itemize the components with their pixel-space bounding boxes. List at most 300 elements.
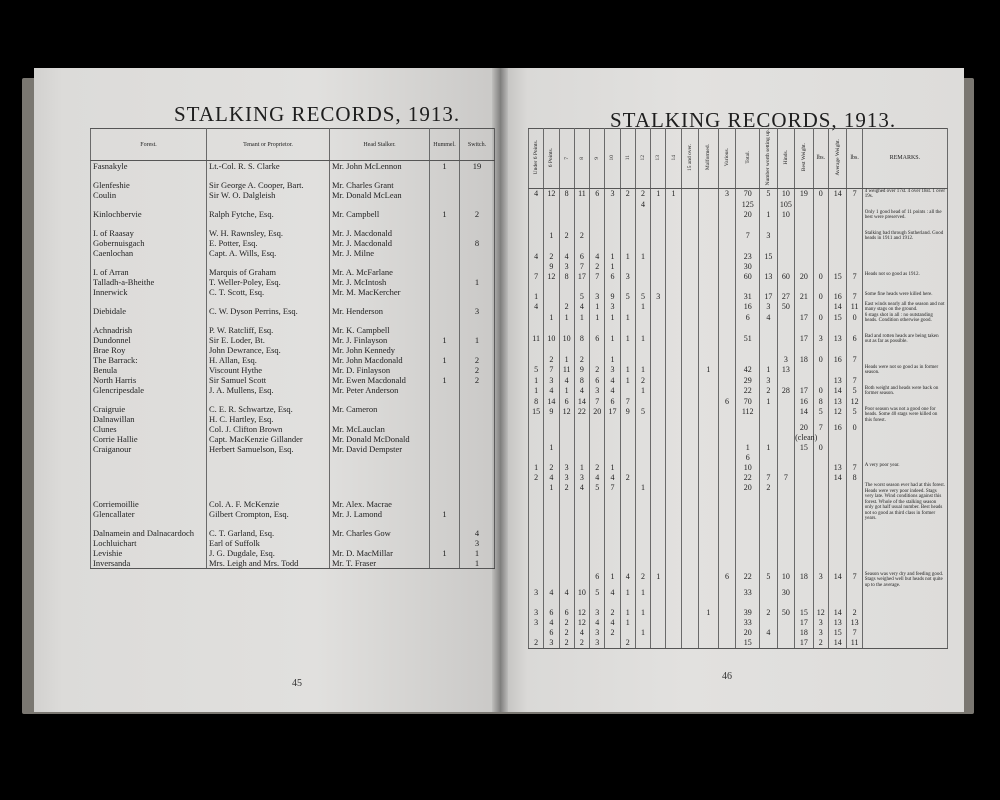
cell-value: 28	[777, 386, 794, 397]
cell-forest	[91, 490, 207, 499]
cell-tenant: Ralph Fytche, Esq.	[207, 209, 330, 219]
cell-forest	[91, 316, 207, 325]
column-header	[529, 129, 544, 189]
cell-value	[620, 598, 635, 608]
cell-value	[813, 473, 828, 483]
cell-value	[635, 443, 650, 453]
cell-switch: 1	[460, 277, 495, 287]
cell-value: 30	[777, 588, 794, 598]
cell-value	[651, 443, 666, 453]
cell-value: 9	[544, 262, 559, 272]
cell-remarks	[862, 324, 947, 334]
cell-forest	[91, 463, 207, 472]
cell-value	[718, 386, 735, 397]
cell-value	[681, 423, 698, 433]
cell-hummel	[430, 316, 460, 325]
cell-value	[681, 252, 698, 262]
cell-value: 1	[666, 188, 681, 200]
cell-value	[736, 433, 760, 443]
cell-value: 16	[828, 292, 847, 302]
cell-value: 2	[574, 231, 589, 242]
cell-value	[813, 252, 828, 262]
cell-forest: Fasnakyle	[91, 161, 207, 172]
cell-value: 10	[736, 463, 760, 473]
cell-value	[813, 365, 828, 376]
cell-remarks	[862, 522, 947, 532]
cell-value	[699, 221, 719, 231]
cell-switch	[460, 481, 495, 490]
cell-value	[828, 252, 847, 262]
cell-value	[666, 463, 681, 473]
cell-value	[718, 638, 735, 649]
column-header	[828, 129, 847, 189]
cell-value	[651, 272, 666, 282]
cell-switch	[460, 454, 495, 463]
cell-remarks	[862, 532, 947, 542]
cell-value: 13	[828, 376, 847, 386]
cell-value	[813, 453, 828, 463]
cell-value: 4	[605, 473, 620, 483]
cell-value: 2	[813, 638, 828, 649]
cell-value: 13	[828, 397, 847, 407]
cell-switch: 3	[460, 306, 495, 316]
cell-value: 9	[605, 292, 620, 302]
cell-value	[681, 386, 698, 397]
cell-value: 1	[635, 386, 650, 397]
cell-value	[828, 552, 847, 562]
cell-value: 8	[559, 272, 574, 282]
cell-remarks: Poor season was not a good one for heads. Some 40 stags were killed on this forest.	[862, 407, 947, 424]
table-row	[91, 209, 495, 219]
cell-tenant: Sir W. O. Dalgleish	[207, 190, 330, 200]
cell-value	[529, 210, 544, 221]
cell-value	[666, 302, 681, 313]
cell-remarks: Heads not so good as 1912.	[862, 272, 947, 282]
cell-value	[651, 252, 666, 262]
cell-hummel	[430, 481, 460, 490]
cell-tenant: Lt.-Col. R. S. Clarke	[207, 161, 330, 172]
cell-hummel	[430, 238, 460, 248]
cell-value	[666, 345, 681, 355]
cell-value: 1	[635, 588, 650, 598]
cell-stalker: Mr. D. Finlayson	[330, 365, 430, 375]
cell-value: 1	[760, 210, 777, 221]
cell-tenant: Sir Samuel Scott	[207, 375, 330, 385]
cell-value	[736, 221, 760, 231]
cell-value	[666, 483, 681, 522]
cell-value	[777, 433, 794, 443]
cell-remarks: A very poor year.	[862, 463, 947, 473]
cell-value: 7	[529, 272, 544, 282]
cell-value: 3	[813, 572, 828, 589]
cell-value	[666, 572, 681, 589]
table-row	[529, 552, 948, 562]
cell-value	[760, 598, 777, 608]
cell-value: 6	[559, 397, 574, 407]
cell-value	[699, 200, 719, 210]
table-row	[91, 395, 495, 404]
cell-value: 1	[635, 483, 650, 522]
cell-value	[605, 542, 620, 552]
cell-value	[666, 376, 681, 386]
cell-value	[718, 242, 735, 252]
cell-value	[828, 262, 847, 272]
cell-switch	[460, 228, 495, 238]
column-header	[590, 129, 605, 189]
cell-forest: I. of Arran	[91, 267, 207, 277]
cell-value	[699, 210, 719, 221]
cell-value	[813, 221, 828, 231]
cell-value	[681, 210, 698, 221]
cell-value: 3	[574, 473, 589, 483]
column-header-label: 8	[578, 156, 585, 160]
cell-forest	[91, 171, 207, 180]
cell-value	[559, 292, 574, 302]
cell-value	[590, 345, 605, 355]
cell-value: 7	[847, 272, 862, 282]
cell-value	[544, 282, 559, 292]
cell-value: 3	[590, 638, 605, 649]
cell-switch	[460, 345, 495, 355]
cell-value: 4	[559, 252, 574, 262]
cell-value: 2	[529, 473, 544, 483]
cell-tenant	[207, 490, 330, 499]
cell-value	[681, 365, 698, 376]
cell-value: 22	[736, 473, 760, 483]
cell-value	[544, 200, 559, 210]
cell-value: 15	[795, 608, 814, 618]
cell-value: 16	[795, 397, 814, 407]
cell-value: 11	[847, 302, 862, 313]
cell-value	[651, 324, 666, 334]
cell-value: 12	[544, 272, 559, 282]
cell-value: 12	[574, 608, 589, 618]
cell-forest: Brae Roy	[91, 345, 207, 355]
cell-value	[666, 355, 681, 365]
cell-value	[666, 453, 681, 463]
cell-value	[635, 282, 650, 292]
cell-value: 22	[736, 386, 760, 397]
cell-value	[699, 407, 719, 424]
cell-value: 12	[828, 407, 847, 424]
cell-remarks	[862, 552, 947, 562]
table-row	[529, 200, 948, 210]
cell-value	[559, 210, 574, 221]
cell-switch	[460, 180, 495, 190]
cell-value	[651, 313, 666, 324]
cell-value: 125	[736, 200, 760, 210]
cell-value	[605, 423, 620, 433]
cell-value	[828, 542, 847, 552]
cell-value	[590, 231, 605, 242]
cell-value	[635, 397, 650, 407]
cell-value: 3	[718, 188, 735, 200]
table-row	[91, 180, 495, 190]
cell-value	[544, 562, 559, 572]
cell-value	[847, 443, 862, 453]
cell-stalker: Mr. K. Campbell	[330, 325, 430, 335]
cell-value: 7	[847, 188, 862, 200]
cell-value	[699, 572, 719, 589]
cell-hummel	[430, 519, 460, 528]
cell-value	[681, 473, 698, 483]
cell-value	[795, 588, 814, 598]
column-header	[760, 129, 777, 189]
cell-value: 8	[574, 334, 589, 345]
cell-value	[777, 618, 794, 628]
cell-value	[795, 252, 814, 262]
cell-hummel	[430, 219, 460, 228]
cell-value	[813, 522, 828, 532]
cell-value	[666, 282, 681, 292]
cell-forest: I. of Raasay	[91, 228, 207, 238]
table-row	[529, 386, 948, 397]
cell-value	[777, 334, 794, 345]
cell-remarks	[862, 221, 947, 231]
cell-value	[795, 231, 814, 242]
cell-value: 6	[590, 376, 605, 386]
column-header-label: 7	[563, 156, 570, 160]
page-number: 46	[722, 671, 732, 682]
table-row	[91, 558, 495, 569]
column-header	[559, 129, 574, 189]
table-row	[91, 335, 495, 345]
cell-forest: Dundonnel	[91, 335, 207, 345]
cell-remarks	[862, 598, 947, 608]
cell-value	[847, 200, 862, 210]
cell-value	[651, 483, 666, 522]
cell-tenant: Viscount Hythe	[207, 365, 330, 375]
cell-value	[760, 242, 777, 252]
cell-remarks	[862, 638, 947, 649]
cell-value	[620, 562, 635, 572]
cell-value	[718, 608, 735, 618]
table-row	[529, 272, 948, 282]
cell-value	[718, 200, 735, 210]
cell-value: 7	[847, 463, 862, 473]
cell-stalker: Mr. Henderson	[330, 306, 430, 316]
cell-value	[813, 282, 828, 292]
cell-value	[795, 542, 814, 552]
cell-value: 2	[760, 608, 777, 618]
cell-remarks: Bad and rotten heads are being taken out as far as possible.	[862, 334, 947, 345]
cell-hummel	[430, 248, 460, 258]
cell-switch: 1	[460, 548, 495, 558]
cell-value: 6	[847, 334, 862, 345]
cell-value	[847, 598, 862, 608]
cell-value	[620, 210, 635, 221]
cell-value: 2	[605, 628, 620, 638]
page-title: STALKING RECORDS, 1913.	[174, 102, 461, 126]
cell-value	[559, 453, 574, 463]
cell-hummel: 1	[430, 161, 460, 172]
cell-value	[760, 588, 777, 598]
cell-hummel	[430, 434, 460, 444]
cell-hummel	[430, 325, 460, 335]
table-row	[529, 407, 948, 424]
cell-value	[666, 598, 681, 608]
cell-value	[718, 552, 735, 562]
cell-tenant: E. Potter, Esq.	[207, 238, 330, 248]
cell-stalker: Mr. A. McFarlane	[330, 267, 430, 277]
cell-value: 3	[651, 292, 666, 302]
cell-value	[529, 231, 544, 242]
cell-value: 1	[651, 572, 666, 589]
cell-value	[590, 282, 605, 292]
cell-switch	[460, 404, 495, 414]
cell-value	[666, 334, 681, 345]
cell-stalker	[330, 297, 430, 306]
cell-stalker	[330, 538, 430, 548]
cell-value: 20	[736, 210, 760, 221]
cell-stalker	[330, 454, 430, 463]
cell-value	[847, 231, 862, 242]
cell-value	[828, 532, 847, 542]
cell-value: 10	[559, 334, 574, 345]
column-header-label: 11	[624, 154, 631, 160]
column-header-label: Total.	[744, 150, 751, 164]
cell-value: 1	[651, 188, 666, 200]
cell-forest: Dalnawillan	[91, 414, 207, 424]
cell-value	[681, 598, 698, 608]
cell-value: 4	[760, 313, 777, 324]
cell-hummel	[430, 306, 460, 316]
cell-tenant: H. C. Hartley, Esq.	[207, 414, 330, 424]
cell-value	[828, 221, 847, 231]
cell-value	[699, 376, 719, 386]
cell-value: 3	[760, 302, 777, 313]
cell-value	[544, 324, 559, 334]
cell-value: 1	[620, 252, 635, 262]
cell-switch	[460, 395, 495, 404]
cell-value: 2	[559, 302, 574, 313]
cell-value: 1	[635, 365, 650, 376]
table-row	[529, 188, 948, 200]
table-row	[529, 376, 948, 386]
cell-value	[620, 324, 635, 334]
cell-value	[635, 262, 650, 272]
cell-value: 3	[529, 618, 544, 628]
column-header	[620, 129, 635, 189]
cell-forest	[91, 481, 207, 490]
column-header: Head Stalker.	[330, 129, 430, 161]
cell-value	[736, 282, 760, 292]
cell-value: 4	[544, 588, 559, 598]
cell-value	[813, 552, 828, 562]
cell-value: 20	[736, 483, 760, 522]
cell-value: 1	[605, 313, 620, 324]
table-row	[91, 345, 495, 355]
open-book	[22, 68, 974, 718]
cell-value: 5	[635, 407, 650, 424]
cell-value: 2	[559, 628, 574, 638]
cell-value: 7	[605, 483, 620, 522]
table-row	[91, 463, 495, 472]
cell-value: 1	[620, 365, 635, 376]
cell-value: 7	[590, 272, 605, 282]
cell-value: 14	[828, 188, 847, 200]
cell-value	[666, 221, 681, 231]
left-page	[34, 68, 504, 712]
table-row	[529, 598, 948, 608]
cell-value: 9	[544, 407, 559, 424]
cell-value: 1	[559, 386, 574, 397]
cell-value	[590, 598, 605, 608]
weight-unit: lbs.	[816, 155, 826, 162]
cell-remarks	[862, 542, 947, 552]
cell-value	[777, 542, 794, 552]
cell-value: 1	[620, 376, 635, 386]
cell-value	[666, 272, 681, 282]
cell-value: 0	[813, 188, 828, 200]
cell-value	[666, 292, 681, 302]
cell-value: 6	[574, 252, 589, 262]
cell-value	[529, 423, 544, 433]
cell-value	[681, 345, 698, 355]
cell-value	[666, 473, 681, 483]
cell-value	[718, 282, 735, 292]
cell-value	[777, 407, 794, 424]
cell-value: 1	[635, 252, 650, 262]
cell-value	[760, 282, 777, 292]
cell-value	[795, 522, 814, 532]
cell-value	[718, 221, 735, 231]
cell-value	[828, 443, 847, 453]
cell-stalker: Mr. J. Milne	[330, 248, 430, 258]
cell-switch	[460, 385, 495, 395]
cell-remarks	[862, 200, 947, 210]
cell-hummel	[430, 499, 460, 509]
cell-value	[529, 324, 544, 334]
cell-value: 2	[559, 638, 574, 649]
cell-value	[718, 423, 735, 433]
cell-hummel	[430, 171, 460, 180]
table-row	[91, 375, 495, 385]
cell-stalker: Mr. J. Macdonald	[330, 228, 430, 238]
table-row	[529, 221, 948, 231]
cell-value	[635, 423, 650, 433]
column-header: Tenant or Proprietor.	[207, 129, 330, 161]
cell-value	[699, 433, 719, 443]
cell-value	[635, 552, 650, 562]
cell-value	[699, 313, 719, 324]
cell-value: 17	[605, 407, 620, 424]
cell-remarks	[862, 618, 947, 628]
cell-value	[718, 433, 735, 443]
cell-value	[651, 628, 666, 638]
cell-value: 1	[635, 334, 650, 345]
cell-value: 2	[544, 355, 559, 365]
cell-value: 14	[828, 386, 847, 397]
cell-value	[620, 302, 635, 313]
cell-value: 2	[620, 188, 635, 200]
cell-value	[651, 423, 666, 433]
cell-value: 3	[605, 188, 620, 200]
cell-value	[651, 522, 666, 532]
cell-value	[544, 221, 559, 231]
cell-value: 1	[574, 463, 589, 473]
cell-value	[635, 542, 650, 552]
cell-stalker: Mr. David Dempster	[330, 444, 430, 454]
cell-value: 2	[635, 376, 650, 386]
cell-switch	[460, 297, 495, 306]
cell-value	[760, 522, 777, 532]
cell-value: 4	[544, 473, 559, 483]
cell-value	[718, 292, 735, 302]
cell-value: 22	[574, 407, 589, 424]
column-header	[681, 129, 698, 189]
cell-stalker: Mr. John Kennedy	[330, 345, 430, 355]
